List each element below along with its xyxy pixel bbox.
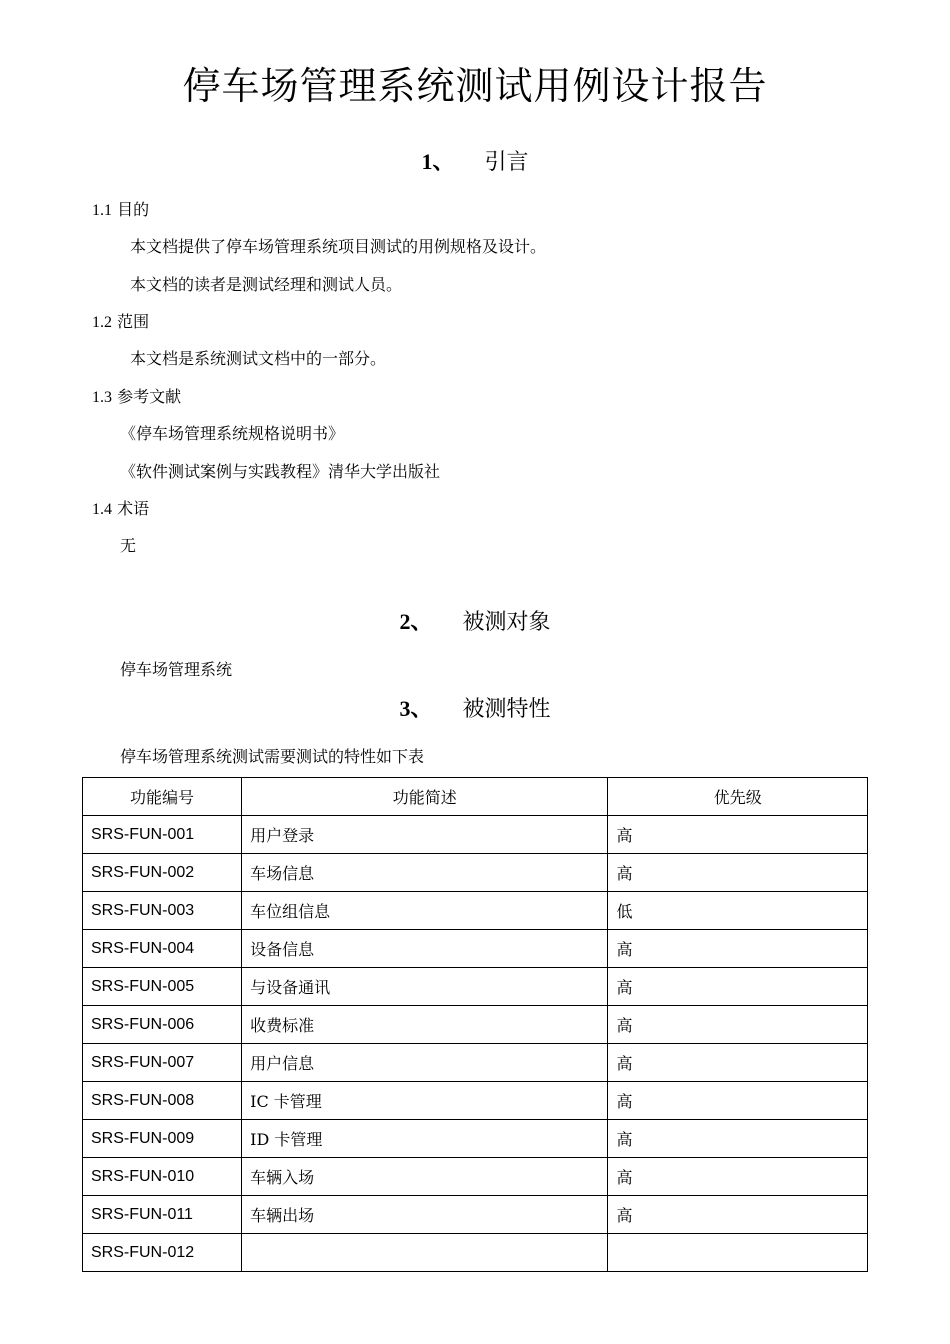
reference-item: 《软件测试案例与实践教程》清华大学出版社 [120,462,441,481]
feature-desc: 车辆入场 [242,1158,608,1196]
table-row [83,816,868,854]
feature-priority: 高 [608,968,868,1006]
table-row [83,930,868,968]
subsection-heading-terms [92,497,149,522]
feature-desc: 用户登录 [242,816,608,854]
section-number: 3、 [399,696,433,721]
subsection-title: 范围 [117,312,150,331]
feature-priority: 高 [608,854,868,892]
table-row [83,1234,868,1272]
table-row [83,968,868,1006]
header-priority: 优先级 [608,778,868,816]
reference-item: 《停车场管理系统规格说明书》 [120,424,345,443]
section-heading-test-features [0,693,950,726]
subsection-title: 参考文献 [117,387,182,406]
feature-desc: 车位组信息 [242,892,608,930]
paragraph: 本文档提供了停车场管理系统项目测试的用例规格及设计。 [130,237,547,256]
feature-table [82,777,868,1272]
subsection-number: 1.1 [92,202,112,219]
feature-id: SRS-FUN-006 [83,1006,242,1044]
feature-priority: 高 [608,930,868,968]
table-row [83,1158,868,1196]
section-heading-introduction [0,146,950,179]
feature-priority [608,1234,868,1272]
paragraph: 本文档是系统测试文档中的一部分。 [130,349,387,368]
feature-desc: 收费标准 [242,1006,608,1044]
feature-desc: 用户信息 [242,1044,608,1082]
subsection-number: 1.3 [92,389,112,406]
feature-id: SRS-FUN-004 [83,930,242,968]
section-title: 被测特性 [462,697,551,722]
table-row [83,854,868,892]
table-row [83,1120,868,1158]
feature-priority: 高 [608,1120,868,1158]
feature-desc: ID 卡管理 [242,1120,608,1158]
paragraph: 无 [120,536,137,555]
feature-priority: 低 [608,892,868,930]
subsection-number: 1.2 [92,314,112,331]
feature-id: SRS-FUN-007 [83,1044,242,1082]
document-title: 停车场管理系统测试用例设计报告 [182,64,768,108]
feature-id: SRS-FUN-001 [83,816,242,854]
feature-priority: 高 [608,1006,868,1044]
feature-id: SRS-FUN-003 [83,892,242,930]
feature-id: SRS-FUN-002 [83,854,242,892]
feature-id: SRS-FUN-008 [83,1082,242,1120]
subsection-heading-references [92,385,181,410]
section-title: 被测对象 [462,610,551,635]
feature-id: SRS-FUN-011 [83,1196,242,1234]
section-heading-test-object [0,606,950,639]
header-feature-desc: 功能简述 [242,778,608,816]
feature-priority: 高 [608,816,868,854]
subsection-heading-purpose [92,198,149,223]
header-feature-id: 功能编号 [83,778,242,816]
subsection-title: 目的 [117,200,150,219]
section-number: 2、 [399,609,433,634]
section-number: 1、 [421,149,455,174]
feature-desc [242,1234,608,1272]
feature-id: SRS-FUN-005 [83,968,242,1006]
feature-id: SRS-FUN-010 [83,1158,242,1196]
feature-desc: 车场信息 [242,854,608,892]
feature-priority: 高 [608,1158,868,1196]
table-row [83,1196,868,1234]
feature-desc: 与设备通讯 [242,968,608,1006]
paragraph: 停车场管理系统测试需要测试的特性如下表 [120,747,425,766]
table-row [83,1044,868,1082]
paragraph: 停车场管理系统 [120,660,233,679]
subsection-heading-scope [92,310,149,335]
table-header-row [83,778,868,816]
feature-desc: IC 卡管理 [242,1082,608,1120]
feature-priority: 高 [608,1082,868,1120]
feature-priority: 高 [608,1044,868,1082]
subsection-title: 术语 [117,499,150,518]
feature-desc: 设备信息 [242,930,608,968]
subsection-number: 1.4 [92,501,112,518]
table-row [83,892,868,930]
table-row [83,1006,868,1044]
feature-id: SRS-FUN-009 [83,1120,242,1158]
feature-id: SRS-FUN-012 [83,1234,242,1272]
table-row [83,1082,868,1120]
paragraph: 本文档的读者是测试经理和测试人员。 [130,275,403,294]
feature-priority: 高 [608,1196,868,1234]
feature-desc: 车辆出场 [242,1196,608,1234]
section-title: 引言 [484,150,529,175]
